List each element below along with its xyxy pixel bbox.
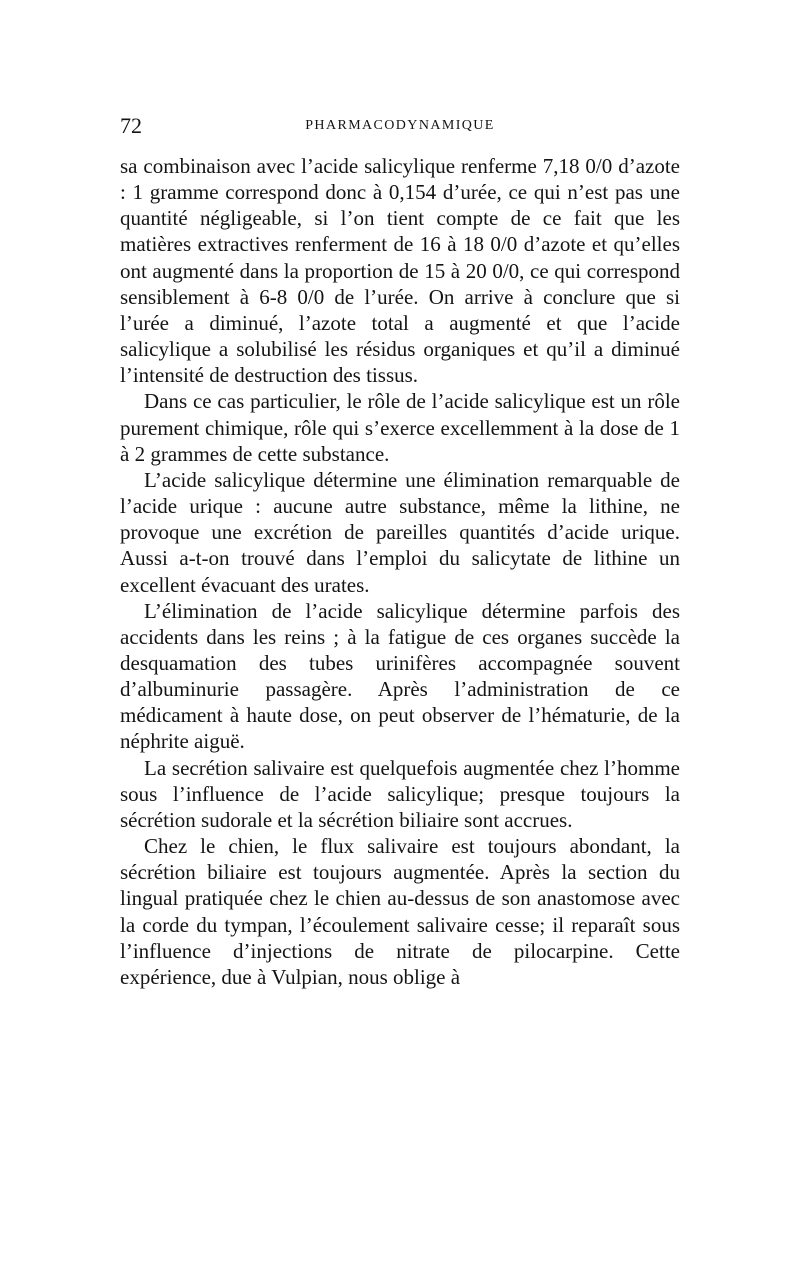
paragraph-4: L’élimination de l’acide salicylique détermine parfois des accidents dans les reins ; à la fatigue de ces organes succède la desquamation des tubes urinifères accompagnée souvent d’albuminurie passagère. Après l’administration de ce médicament à haute dose, on peut observer de l’hématurie, de la néphrite aiguë. <box>120 598 680 754</box>
paragraph-5: La secrétion salivaire est quelquefois augmentée chez l’homme sous l’influence de l’acide salicylique; presque toujours la sécrétion sudorale et la sécrétion biliaire sont accrues. <box>120 755 680 832</box>
body-text <box>120 153 680 990</box>
paragraph-2: Dans ce cas particulier, le rôle de l’acide salicylique est un rôle purement chimique, rôle qui s’exerce excellemment à la dose de 1 à 2 grammes de cette substance. <box>120 389 680 466</box>
running-title: PHARMACODYNAMIQUE <box>305 118 495 133</box>
running-head <box>120 114 680 138</box>
page-number: 72 <box>120 113 142 138</box>
paragraph-3: L’acide salicylique détermine une élimination remarquable de l’acide urique : aucune autre substance, même la lithine, ne provoque une excrétion de pareilles quantités d’acide urique. Aussi a-t-on trouvé dans l’emploi du salicytate de lithine un excellent évacuant des urates. <box>120 467 680 597</box>
paragraph-1: sa combinaison avec l’acide salicylique renferme 7,18 0/0 d’azote : 1 gramme correspond donc à 0,154 d’urée, ce qui n’est pas une quantité négligeable, si l’on tient compte de ce fait que les matières extractives renferment de 16 à 18 0/0 d’azote et qu’elles ont augmenté dans la proportion de 15 à 20 0/0, ce qui correspond sensiblement à 6-8 0/0 de l’urée. On arrive à conclure que si l’urée a diminué, l’azote total a augmenté et que l’acide salicylique a solubilisé les résidus organiques et qu’il a diminué l’intensité de destruction des tissus. <box>120 154 680 388</box>
paragraph-6: Chez le chien, le flux salivaire est toujours abondant, la sécrétion biliaire est toujours augmentée. Après la section du lingual pratiquée chez le chien au-dessus de son anastomose avec la corde du tympan, l’écoulement salivaire cesse; il reparaît sous l’influence d’injections de nitrate de pilocarpine. Cette expérience, due à Vulpian, nous oblige à <box>120 834 680 989</box>
